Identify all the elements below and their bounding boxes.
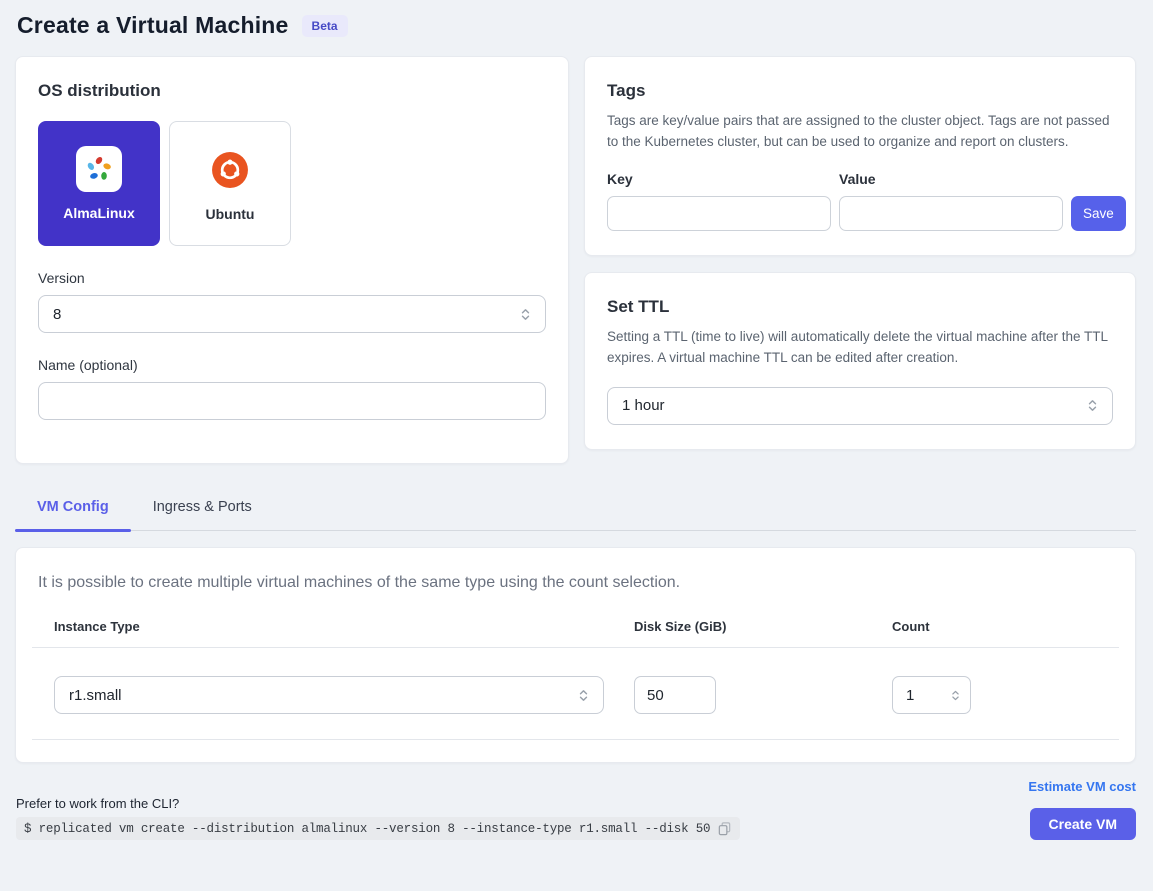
save-tag-button[interactable]: Save [1071, 196, 1126, 231]
config-tabs [15, 491, 1136, 531]
page-title: Create a Virtual Machine [17, 12, 289, 38]
copy-button[interactable] [717, 821, 732, 836]
os-tile-ubuntu[interactable] [169, 121, 291, 246]
cli-block [15, 796, 740, 840]
set-ttl-card [584, 272, 1136, 450]
beta-badge: Beta [302, 15, 348, 37]
page-header [15, 12, 1136, 39]
tags-kv-row [607, 171, 1113, 231]
chevron-up-down-icon[interactable] [949, 689, 962, 702]
cli-prompt-text: Prefer to work from the CLI? [16, 796, 180, 811]
page-footer [15, 779, 1136, 840]
os-card-title: OS distribution [38, 81, 161, 100]
os-tiles [38, 121, 546, 246]
disk-size-input[interactable] [634, 676, 716, 714]
right-column [584, 56, 1136, 464]
version-select[interactable] [38, 295, 546, 333]
name-label: Name (optional) [38, 357, 138, 373]
chevron-up-down-icon [576, 688, 591, 703]
cli-command-box [16, 817, 740, 840]
create-vm-button[interactable]: Create VM [1030, 808, 1136, 840]
ttl-card-description: Setting a TTL (time to live) will automatically delete the virtual machine after the TTL expires. A virtual machine TTL can be edited after creation. [607, 328, 1108, 365]
tag-value-field [839, 171, 1063, 231]
count-stepper[interactable] [892, 676, 971, 714]
version-label: Version [38, 270, 85, 286]
disk-size-cell [634, 676, 892, 714]
vm-config-note: It is possible to create multiple virtual machines of the same type using the count selection. [38, 574, 681, 591]
column-instance-type: Instance Type [54, 619, 140, 634]
vm-config-table [32, 619, 1119, 740]
almalinux-logo-icon [83, 153, 115, 185]
almalinux-icon-box [76, 146, 122, 192]
tag-value-input[interactable] [839, 196, 1063, 231]
ttl-card-title: Set TTL [607, 296, 670, 316]
os-tile-almalinux-label: AlmaLinux [63, 205, 135, 221]
copy-icon [717, 821, 732, 836]
ttl-select[interactable] [607, 387, 1113, 425]
tab-ingress-ports[interactable]: Ingress & Ports [152, 499, 252, 515]
chevron-up-down-icon [518, 307, 533, 322]
tags-card [584, 56, 1136, 256]
tag-key-field [607, 171, 831, 231]
os-distribution-card [15, 56, 569, 464]
instance-type-select[interactable] [54, 676, 604, 714]
column-disk-size: Disk Size (GiB) [634, 619, 727, 634]
ubuntu-logo-icon [211, 151, 249, 189]
footer-actions [1028, 779, 1136, 840]
tag-value-label: Value [839, 170, 876, 187]
ubuntu-icon-box [207, 147, 253, 193]
os-tile-almalinux[interactable] [38, 121, 160, 246]
table-row [32, 648, 1119, 740]
count-input[interactable] [893, 687, 935, 704]
name-input[interactable] [38, 382, 546, 420]
tag-key-input[interactable] [607, 196, 831, 231]
cli-command-text: $ replicated vm create --distribution almalinux --version 8 --instance-type r1.small --disk 50 [24, 821, 711, 836]
top-cards [15, 56, 1136, 464]
estimate-vm-cost-link[interactable]: Estimate VM cost [1028, 779, 1136, 794]
column-count: Count [892, 619, 930, 634]
version-select-value: 8 [53, 305, 62, 323]
table-header-row [32, 619, 1119, 648]
tag-key-label: Key [607, 170, 633, 187]
os-tile-ubuntu-label: Ubuntu [205, 206, 255, 222]
count-cell [892, 676, 1119, 714]
tags-card-title: Tags [607, 81, 646, 100]
vm-config-card [15, 547, 1136, 763]
chevron-up-down-icon [1085, 398, 1100, 413]
tab-vm-config[interactable]: VM Config [15, 491, 131, 530]
ttl-select-value: 1 hour [622, 397, 665, 415]
instance-type-cell [54, 676, 634, 714]
tags-card-description: Tags are key/value pairs that are assigned to the cluster object. Tags are not passed to the Kubernetes cluster, but can be used to organize and report on clusters. [607, 113, 1110, 149]
instance-type-value: r1.small [69, 686, 122, 704]
